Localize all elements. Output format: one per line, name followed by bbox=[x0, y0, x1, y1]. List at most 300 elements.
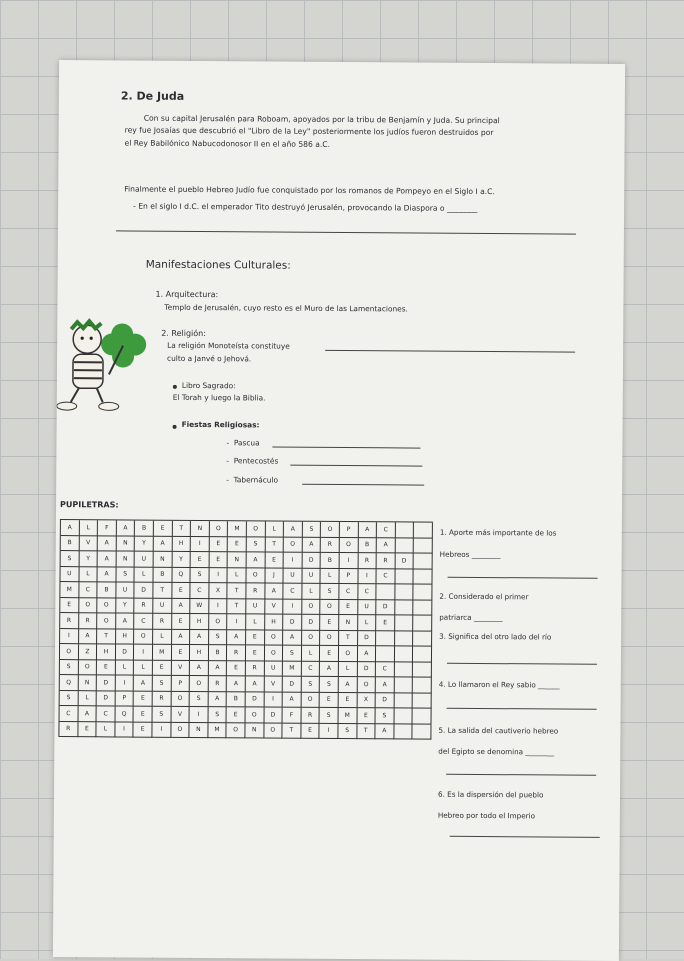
grid-cell: Y bbox=[172, 552, 191, 568]
question-1-line-b: Hebreos ________ bbox=[439, 549, 501, 560]
answer-line bbox=[447, 663, 597, 665]
grid-cell: D bbox=[116, 644, 135, 660]
grid-cell: A bbox=[208, 692, 227, 708]
grid-cell: T bbox=[153, 583, 172, 599]
question-5-line-b: del Egipto se denomina ________ bbox=[438, 746, 555, 757]
grid-cell: T bbox=[172, 521, 191, 537]
grid-cell bbox=[413, 724, 432, 740]
grid-cell: N bbox=[190, 722, 209, 738]
grid-cell: E bbox=[154, 521, 173, 537]
grid-cell: A bbox=[172, 629, 191, 645]
grid-cell bbox=[395, 584, 414, 600]
grid-cell: O bbox=[357, 677, 376, 693]
grid-cell: S bbox=[320, 677, 339, 693]
grid-cell: E bbox=[78, 722, 97, 738]
grid-cell: B bbox=[135, 521, 154, 537]
fiesta-blank-line bbox=[272, 447, 420, 449]
grid-cell: A bbox=[283, 692, 302, 708]
grid-cell: O bbox=[171, 722, 190, 738]
grid-cell: E bbox=[134, 722, 153, 738]
grid-cell: D bbox=[246, 692, 265, 708]
grid-cell: A bbox=[375, 724, 394, 740]
grid-cell: S bbox=[283, 646, 302, 662]
grid-cell: O bbox=[97, 598, 116, 614]
grid-cell: S bbox=[208, 707, 227, 723]
grid-cell: L bbox=[78, 691, 97, 707]
grid-cell: R bbox=[60, 613, 79, 629]
grid-cell: F bbox=[98, 520, 117, 536]
grid-cell: L bbox=[302, 646, 321, 662]
grid-cell bbox=[414, 569, 433, 585]
grid-cell: L bbox=[339, 662, 358, 678]
grid-cell: C bbox=[377, 522, 396, 538]
grid-cell: O bbox=[340, 538, 359, 554]
grid-cell: T bbox=[228, 599, 247, 615]
grid-cell: A bbox=[172, 598, 191, 614]
grid-cell: E bbox=[246, 630, 265, 646]
grid-cell: R bbox=[358, 553, 377, 569]
grid-cell: B bbox=[358, 538, 377, 554]
grid-cell: H bbox=[116, 629, 135, 645]
grid-cell: F bbox=[283, 708, 302, 724]
grid-cell: O bbox=[190, 676, 209, 692]
grid-cell: D bbox=[283, 615, 302, 631]
grid-cell: O bbox=[301, 692, 320, 708]
grid-cell: R bbox=[377, 553, 396, 569]
grid-cell: C bbox=[376, 662, 395, 678]
grid-cell: N bbox=[116, 536, 135, 552]
grid-cell: D bbox=[283, 677, 302, 693]
grid-cell: D bbox=[376, 600, 395, 616]
grid-cell: T bbox=[265, 537, 284, 553]
grid-cell: N bbox=[228, 552, 247, 568]
grid-cell: L bbox=[97, 722, 116, 738]
grid-cell: B bbox=[209, 645, 228, 661]
grid-cell: D bbox=[302, 615, 321, 631]
libro-text: El Torah y luego la Biblia. bbox=[172, 392, 266, 403]
grid-cell: A bbox=[79, 629, 98, 645]
grid-cell: M bbox=[283, 661, 302, 677]
grid-cell: T bbox=[339, 631, 358, 647]
grid-cell: O bbox=[264, 645, 283, 661]
grid-cell: D bbox=[395, 553, 414, 569]
grid-cell: A bbox=[98, 536, 117, 552]
grid-cell: O bbox=[320, 630, 339, 646]
grid-cell: A bbox=[227, 676, 246, 692]
religion-line-1: La religión Monoteísta constituye bbox=[167, 340, 290, 351]
grid-cell bbox=[413, 631, 432, 647]
question-3: 3. Significa del otro lado del río bbox=[439, 631, 552, 642]
grid-cell: L bbox=[79, 567, 98, 583]
grid-cell: P bbox=[115, 691, 134, 707]
grid-cell: E bbox=[172, 583, 191, 599]
grid-cell: U bbox=[135, 552, 154, 568]
grid-cell bbox=[394, 724, 413, 740]
arquitectura-title: 1. Arquitectura: bbox=[155, 289, 219, 300]
grid-cell: U bbox=[116, 582, 135, 598]
grid-cell: I bbox=[190, 707, 209, 723]
grid-cell: A bbox=[190, 660, 209, 676]
libro-title: Libro Sagrado: bbox=[181, 380, 236, 391]
grid-cell: M bbox=[60, 582, 79, 598]
grid-cell: I bbox=[191, 536, 210, 552]
grid-cell: V bbox=[79, 536, 98, 552]
grid-cell: I bbox=[116, 675, 135, 691]
grid-cell: D bbox=[358, 631, 377, 647]
grid-cell: T bbox=[283, 723, 302, 739]
intro-line-1: Con su capital Jerusalén para Roboam, apoyados por la tribu de Benjamín y Juda. Su principal bbox=[143, 113, 500, 126]
grid-cell bbox=[413, 678, 432, 694]
grid-cell: V bbox=[171, 707, 190, 723]
grid-cell: I bbox=[283, 599, 302, 615]
grid-cell bbox=[413, 662, 432, 678]
grid-cell: Z bbox=[79, 644, 98, 660]
grid-cell: S bbox=[152, 707, 171, 723]
grid-cell: E bbox=[301, 723, 320, 739]
grid-cell: R bbox=[208, 676, 227, 692]
grid-cell: E bbox=[209, 552, 228, 568]
fiesta-item: - Tabernáculo bbox=[226, 475, 279, 485]
grid-cell: E bbox=[172, 645, 191, 661]
grid-cell: O bbox=[245, 707, 264, 723]
grid-cell: E bbox=[339, 693, 358, 709]
grid-cell: L bbox=[79, 520, 98, 536]
grid-cell: S bbox=[376, 708, 395, 724]
grid-cell: E bbox=[153, 660, 172, 676]
grid-cell: A bbox=[61, 520, 80, 536]
grid-cell: X bbox=[209, 583, 228, 599]
grid-cell: L bbox=[302, 584, 321, 600]
grid-cell: C bbox=[339, 584, 358, 600]
grid-cell: C bbox=[135, 614, 154, 630]
grid-cell: I bbox=[340, 553, 359, 569]
manifestaciones-title: Manifestaciones Culturales: bbox=[145, 258, 291, 272]
grid-cell bbox=[395, 615, 414, 631]
grid-cell: R bbox=[59, 722, 78, 738]
grid-cell: E bbox=[339, 600, 358, 616]
grid-cell: S bbox=[301, 677, 320, 693]
clover-character-illustration bbox=[57, 314, 168, 427]
grid-cell: H bbox=[190, 645, 209, 661]
grid-cell: A bbox=[154, 536, 173, 552]
grid-cell: D bbox=[376, 693, 395, 709]
grid-cell: O bbox=[302, 630, 321, 646]
grid-cell: S bbox=[247, 537, 266, 553]
grid-cell: C bbox=[284, 584, 303, 600]
fiesta-item: - Pentecostés bbox=[226, 456, 279, 466]
grid-cell: U bbox=[284, 568, 303, 584]
answer-line bbox=[448, 577, 598, 579]
grid-cell: V bbox=[264, 676, 283, 692]
grid-cell: R bbox=[135, 598, 154, 614]
grid-cell: R bbox=[246, 583, 265, 599]
grid-cell: S bbox=[303, 522, 322, 538]
grid-cell: A bbox=[357, 646, 376, 662]
grid-cell: C bbox=[79, 582, 98, 598]
grid-cell: E bbox=[265, 552, 284, 568]
grid-cell bbox=[376, 584, 395, 600]
grid-cell: D bbox=[264, 707, 283, 723]
grid-cell: M bbox=[338, 708, 357, 724]
grid-cell: L bbox=[134, 660, 153, 676]
grid-cell: H bbox=[97, 644, 116, 660]
question-6-line-a: 6. Es la dispersión del pueblo bbox=[437, 789, 544, 800]
grid-cell: I bbox=[209, 599, 228, 615]
grid-cell bbox=[395, 538, 414, 554]
grid-cell: L bbox=[135, 567, 154, 583]
grid-cell: U bbox=[302, 568, 321, 584]
grid-cell: P bbox=[339, 569, 358, 585]
grid-cell: D bbox=[357, 662, 376, 678]
question-2-line-b: patriarca ________ bbox=[439, 612, 503, 623]
final-line-1: Finalmente el pueblo Hebreo Judío fue conquistado por los romanos de Pompeyo en el Siglo I a.C. bbox=[124, 184, 495, 197]
grid-cell: U bbox=[246, 599, 265, 615]
grid-cell: S bbox=[190, 691, 209, 707]
grid-cell: A bbox=[247, 552, 266, 568]
answer-line bbox=[450, 836, 600, 838]
grid-cell: I bbox=[209, 568, 228, 584]
grid-cell: L bbox=[246, 614, 265, 630]
grid-cell: P bbox=[340, 522, 359, 538]
grid-cell: E bbox=[376, 615, 395, 631]
grid-cell: M bbox=[228, 521, 247, 537]
grid-cell: N bbox=[78, 675, 97, 691]
grid-cell: A bbox=[302, 537, 321, 553]
grid-cell: E bbox=[320, 646, 339, 662]
grid-cell: R bbox=[79, 613, 98, 629]
grid-cell: I bbox=[358, 569, 377, 585]
grid-cell: E bbox=[60, 598, 79, 614]
bullet-icon bbox=[173, 425, 177, 429]
grid-cell: Y bbox=[116, 598, 135, 614]
grid-cell: N bbox=[339, 615, 358, 631]
religion-line-2: culto a Janvé o Jehová. bbox=[167, 353, 252, 364]
grid-cell: A bbox=[376, 677, 395, 693]
grid-cell: O bbox=[321, 522, 340, 538]
grid-cell: O bbox=[97, 613, 116, 629]
grid-cell: T bbox=[97, 629, 116, 645]
grid-cell bbox=[395, 662, 414, 678]
grid-cell: O bbox=[321, 599, 340, 615]
grid-cell: E bbox=[209, 537, 228, 553]
answer-line bbox=[447, 708, 597, 710]
grid-cell: D bbox=[135, 583, 154, 599]
grid-cell: E bbox=[97, 660, 116, 676]
grid-cell: R bbox=[153, 691, 172, 707]
grid-cell: E bbox=[246, 645, 265, 661]
grid-cell: O bbox=[78, 660, 97, 676]
grid-cell: O bbox=[134, 629, 153, 645]
grid-cell: R bbox=[227, 645, 246, 661]
grid-cell: V bbox=[171, 660, 190, 676]
grid-cell: Y bbox=[79, 551, 98, 567]
grid-cell: B bbox=[98, 582, 117, 598]
grid-cell: N bbox=[154, 552, 173, 568]
grid-cell: R bbox=[246, 661, 265, 677]
grid-cell: T bbox=[228, 583, 247, 599]
grid-cell: U bbox=[264, 661, 283, 677]
grid-cell: R bbox=[321, 537, 340, 553]
fiesta-blank-line bbox=[302, 484, 424, 486]
fiesta-blank-line bbox=[290, 465, 422, 467]
grid-cell: S bbox=[60, 660, 79, 676]
grid-cell: A bbox=[98, 567, 117, 583]
grid-cell bbox=[414, 538, 433, 554]
grid-cell: U bbox=[60, 567, 79, 583]
grid-cell: S bbox=[191, 567, 210, 583]
grid-cell: A bbox=[377, 538, 396, 554]
grid-cell: B bbox=[321, 553, 340, 569]
grid-cell: E bbox=[228, 537, 247, 553]
grid-cell: A bbox=[227, 630, 246, 646]
grid-cell: H bbox=[265, 614, 284, 630]
grid-cell bbox=[413, 647, 432, 663]
grid-cell: R bbox=[153, 614, 172, 630]
grid-cell: L bbox=[321, 568, 340, 584]
grid-cell: I bbox=[264, 692, 283, 708]
grid-cell: E bbox=[227, 707, 246, 723]
grid-cell bbox=[395, 569, 414, 585]
question-1-line-a: 1. Aporte más importante de los bbox=[439, 527, 557, 538]
grid-cell: A bbox=[283, 630, 302, 646]
grid-cell: X bbox=[357, 693, 376, 709]
grid-cell bbox=[414, 523, 433, 539]
grid-cell bbox=[395, 646, 414, 662]
question-6-line-b: Hebreo por todo el Imperio bbox=[437, 810, 536, 821]
grid-cell: I bbox=[320, 723, 339, 739]
grid-cell: S bbox=[116, 567, 135, 583]
grid-cell bbox=[395, 600, 414, 616]
grid-cell: A bbox=[117, 520, 136, 536]
grid-cell: O bbox=[227, 723, 246, 739]
grid-cell: C bbox=[377, 569, 396, 585]
grid-cell: A bbox=[134, 676, 153, 692]
grid-cell: A bbox=[116, 613, 135, 629]
question-4: 4. Lo llamaron el Rey sabio ______ bbox=[438, 679, 560, 690]
grid-cell: E bbox=[320, 692, 339, 708]
religion-title: 2. Religión: bbox=[161, 328, 206, 339]
arquitectura-text: Templo de Jerusalén, cuyo resto es el Muro de las Lamentaciones. bbox=[164, 302, 408, 314]
grid-cell: L bbox=[116, 660, 135, 676]
grid-cell: E bbox=[134, 707, 153, 723]
grid-cell: S bbox=[209, 630, 228, 646]
grid-cell: O bbox=[284, 537, 303, 553]
grid-cell: O bbox=[60, 644, 79, 660]
question-5-line-a: 5. La salida del cautiverio hebreo bbox=[438, 725, 559, 736]
grid-cell: E bbox=[134, 691, 153, 707]
grid-cell bbox=[394, 693, 413, 709]
word-search-grid bbox=[58, 519, 432, 740]
grid-cell: R bbox=[301, 708, 320, 724]
grid-cell: A bbox=[209, 661, 228, 677]
grid-cell: O bbox=[79, 598, 98, 614]
grid-cell bbox=[414, 585, 433, 601]
grid-cell: A bbox=[358, 522, 377, 538]
grid-cell: O bbox=[247, 521, 266, 537]
grid-cell bbox=[395, 631, 414, 647]
grid-cell bbox=[414, 554, 433, 570]
grid-cell: A bbox=[98, 551, 117, 567]
grid-cell: S bbox=[153, 676, 172, 692]
grid-cell: L bbox=[265, 521, 284, 537]
worksheet-page bbox=[53, 60, 625, 961]
grid-cell: I bbox=[60, 629, 79, 645]
grid-cell: N bbox=[245, 723, 264, 739]
grid-cell: O bbox=[209, 614, 228, 630]
grid-cell: S bbox=[320, 708, 339, 724]
grid-cell bbox=[413, 709, 432, 725]
grid-cell: S bbox=[338, 724, 357, 740]
grid-cell: A bbox=[284, 522, 303, 538]
grid-cell: S bbox=[60, 691, 79, 707]
religion-blank-line bbox=[325, 350, 575, 353]
grid-cell: O bbox=[171, 691, 190, 707]
grid-cell: N bbox=[191, 521, 210, 537]
grid-cell: C bbox=[302, 661, 321, 677]
grid-cell: L bbox=[358, 615, 377, 631]
grid-cell: E bbox=[191, 552, 210, 568]
grid-cell: J bbox=[265, 568, 284, 584]
grid-cell: Q bbox=[115, 706, 134, 722]
grid-cell: A bbox=[78, 706, 97, 722]
grid-cell: H bbox=[190, 614, 209, 630]
grid-cell: D bbox=[97, 691, 116, 707]
grid-cell bbox=[413, 693, 432, 709]
grid-cell bbox=[376, 631, 395, 647]
grid-cell: O bbox=[264, 723, 283, 739]
bullet-icon bbox=[173, 385, 177, 389]
grid-cell: A bbox=[265, 583, 284, 599]
grid-cell bbox=[395, 522, 414, 538]
grid-cell: I bbox=[152, 722, 171, 738]
grid-cell: S bbox=[61, 551, 80, 567]
grid-cell: O bbox=[246, 568, 265, 584]
grid-cell: H bbox=[172, 536, 191, 552]
answer-line bbox=[446, 774, 596, 776]
grid-cell bbox=[414, 600, 433, 616]
grid-cell: C bbox=[358, 584, 377, 600]
section-title: 2. De Juda bbox=[120, 89, 185, 103]
grid-cell bbox=[376, 646, 395, 662]
grid-cell: S bbox=[321, 584, 340, 600]
grid-cell: E bbox=[227, 661, 246, 677]
blank-answer-line bbox=[116, 230, 576, 234]
grid-cell: Q bbox=[60, 675, 79, 691]
grid-cell bbox=[394, 677, 413, 693]
grid-cell: B bbox=[227, 692, 246, 708]
grid-cell: L bbox=[153, 629, 172, 645]
final-line-2: - En el siglo I d.C. el emperador Tito destruyó Jerusalén, provocando la Diaspora o ________ bbox=[133, 201, 478, 213]
grid-cell: E bbox=[357, 708, 376, 724]
grid-cell bbox=[413, 616, 432, 632]
grid-cell: M bbox=[153, 645, 172, 661]
pupiletras-title: PUPILETRAS: bbox=[60, 500, 119, 510]
grid-cell: A bbox=[339, 677, 358, 693]
grid-cell: W bbox=[190, 598, 209, 614]
grid-cell: L bbox=[228, 568, 247, 584]
fiestas-title: Fiestas Religiosas: bbox=[181, 419, 260, 430]
grid-cell: I bbox=[284, 553, 303, 569]
grid-cell: I bbox=[115, 722, 134, 738]
grid-cell: P bbox=[171, 676, 190, 692]
grid-cell: E bbox=[172, 614, 191, 630]
grid-cell: D bbox=[97, 675, 116, 691]
grid-cell: C bbox=[60, 706, 79, 722]
grid-cell: A bbox=[190, 629, 209, 645]
grid-cell: U bbox=[358, 600, 377, 616]
grid-cell: O bbox=[339, 646, 358, 662]
grid-cell: V bbox=[265, 599, 284, 615]
